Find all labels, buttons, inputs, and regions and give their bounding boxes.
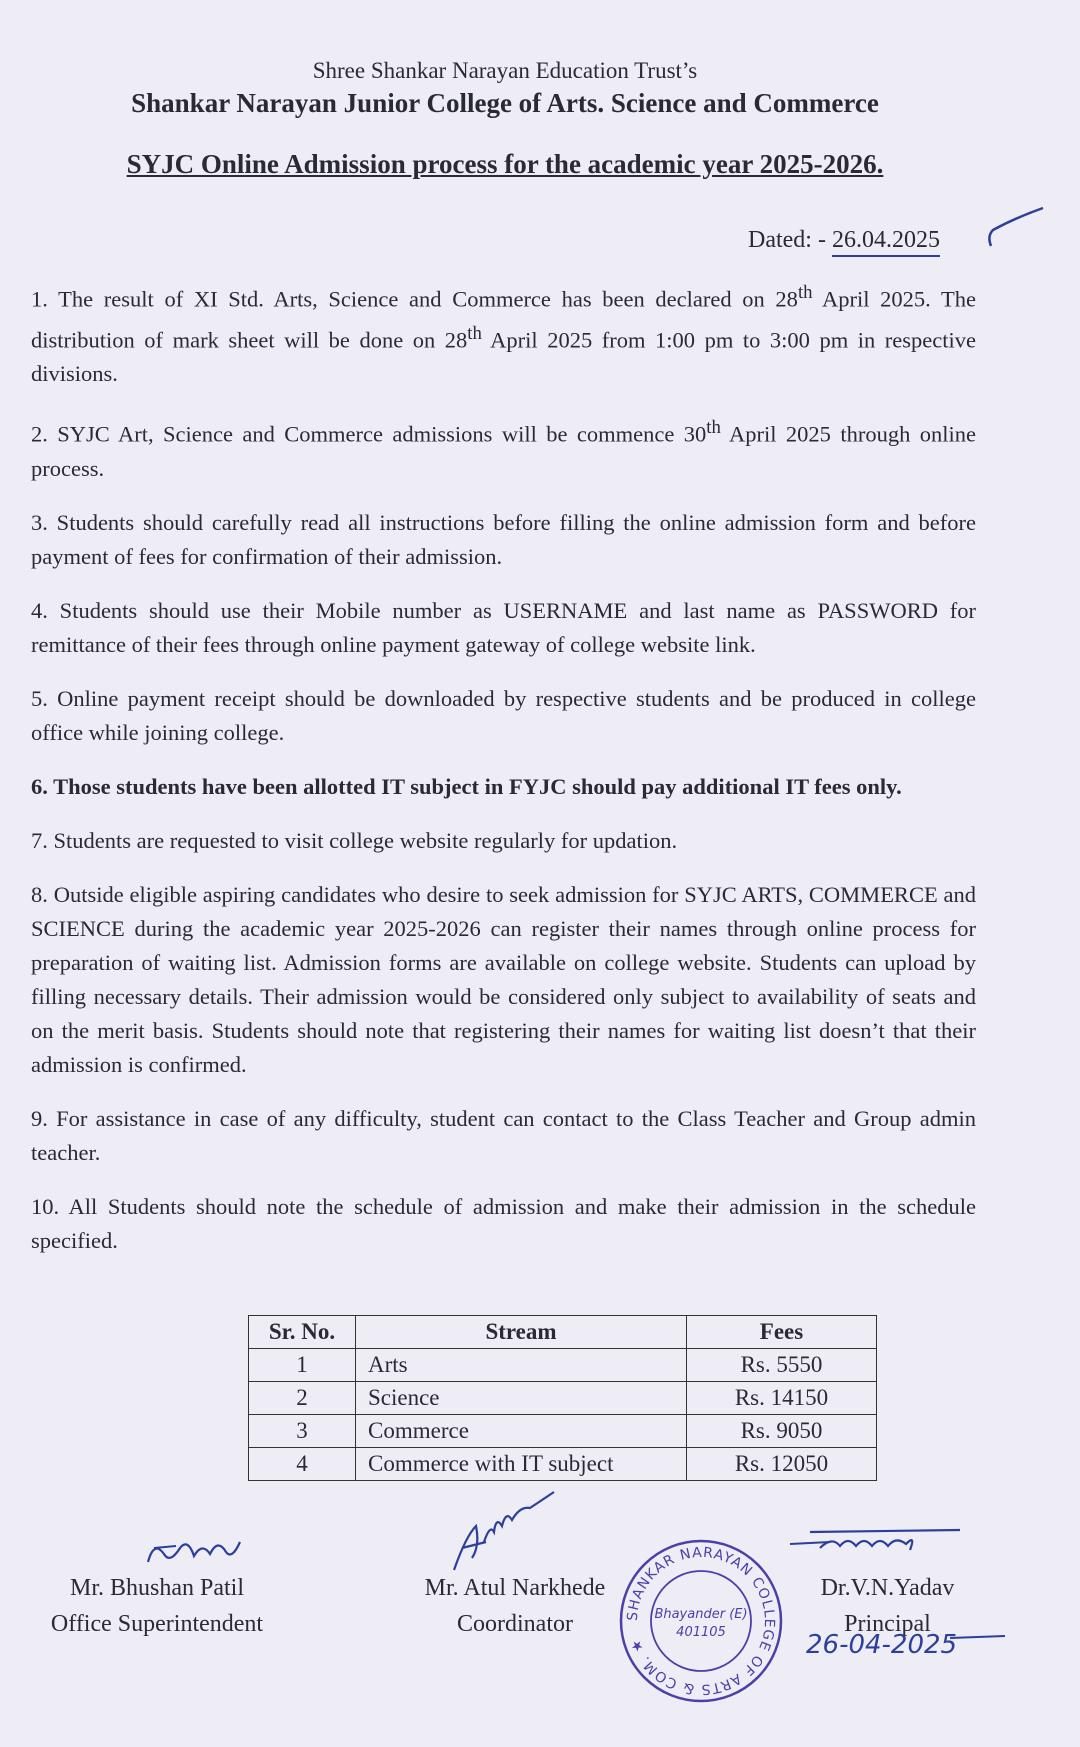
paragraph-9: 9. For assistance in case of any difficulty, student can contact to the Class Teacher and Group admin teacher. [31,1105,976,1165]
cell-stream: Commerce [356,1415,687,1448]
cell-fees: Rs. 14150 [687,1382,877,1415]
paragraph-2: 2. SYJC Art, Science and Commerce admissions will be commence 30th April 2025 through online process. [31,417,976,481]
paragraph-6: 6. Those students have been allotted IT subject in FYJC should pay additional IT fees only. [31,773,902,799]
paragraph-5: 5. Online payment receipt should be downloaded by respective students and be produced in college office while joining college. [31,685,976,745]
cell-fees: Rs. 5550 [687,1349,877,1382]
svg-text:Bhayander (E): Bhayander (E) [654,1607,748,1622]
college-seal-icon [616,1536,786,1706]
paragraph-8: 8. Outside eligible aspiring candidates who desire to seek admission for SYJC ARTS, COMMERCE and SCIENCE during the academic year 2025-2026 can register their names through online process for preparation of waiting list. Admission forms are available on college website. Students can upload by filling necessary details. Their admission would be considered only subject to availability of seats and on the merit basis. Students should note that registering their names for waiting list doesn’t that their admission is confirmed. [31,881,976,1077]
notice-body [31,276,976,1278]
cell-stream: Commerce with IT subject [356,1448,687,1481]
paragraph-10: 10. All Students should note the schedule of admission and make their admission in the schedule specified. [31,1193,976,1253]
signatory-name: Mr. Atul Narkhede [424,1575,606,1601]
dated-line [748,227,940,254]
svg-text:401105: 401105 [676,1625,726,1640]
signature-narkhede-icon [450,1486,560,1576]
cell-fees: Rs. 12050 [687,1448,877,1481]
trust-name: Shree Shankar Narayan Education Trust’s [312,58,698,83]
signatory-role: Coordinator [457,1611,573,1637]
cell-stream: Arts [356,1349,687,1382]
paragraph-1: 1. The result of XI Std. Arts, Science and Commerce has been declared on 28th April 2025. The distribution of mark sheet will be done on 28th April 2025 from 1:00 pm to 3:00 pm in respective divisions. [31,282,977,386]
paragraph-4: 4. Students should use their Mobile number as USERNAME and last name as PASSWORD for remittance of their fees through online payment gateway of college website link. [31,597,976,657]
table-row [249,1349,877,1382]
cell-sr-no: 1 [249,1349,356,1382]
dated-label: Dated: - [748,227,832,253]
cell-stream: Science [356,1382,687,1415]
cell-sr-no: 2 [249,1382,356,1415]
signatory-narkhede [410,1570,620,1642]
header-sr-no: Sr. No. [249,1316,356,1349]
signature-patil-icon [140,1534,250,1574]
college-name: Shankar Narayan Junior College of Arts. Science and Commerce [131,88,879,118]
cell-sr-no: 4 [249,1448,356,1481]
table-row [249,1415,877,1448]
signatory-role: Office Superintendent [50,1611,264,1637]
fees-table [248,1315,877,1481]
table-row [249,1382,877,1415]
signatory-name: Mr. Bhushan Patil [69,1575,244,1601]
header-stream: Stream [356,1316,687,1349]
paragraph-3: 3. Students should carefully read all instructions before filling the online admission form and before payment of fees for confirmation of their admission. [31,509,976,569]
fees-table-header [249,1316,877,1349]
header-fees: Fees [687,1316,877,1349]
cell-sr-no: 3 [249,1415,356,1448]
signatory-role: Principal [844,1611,931,1637]
dated-value: 26.04.2025 [832,227,940,257]
date-underline-icon [800,1632,1010,1652]
svg-text:SHANKAR NARAYAN COLLEGE OF ART: SHANKAR NARAYAN COLLEGE OF ARTS & COM. ★ [624,1544,778,1698]
signatory-patil [32,1570,282,1642]
paragraph-7: 7. Students are requested to visit college website regularly for updation. [31,827,678,853]
notice-title: SYJC Online Admission process for the academic year 2025-2026. [126,149,884,179]
signatory-name: Dr.V.N.Yadav [820,1575,955,1601]
cell-fees: Rs. 9050 [687,1415,877,1448]
tick-mark-icon [985,204,1045,254]
table-row [249,1448,877,1481]
signature-yadav-icon [770,1524,970,1564]
handwritten-date: 26-04-2025 [806,1630,958,1660]
